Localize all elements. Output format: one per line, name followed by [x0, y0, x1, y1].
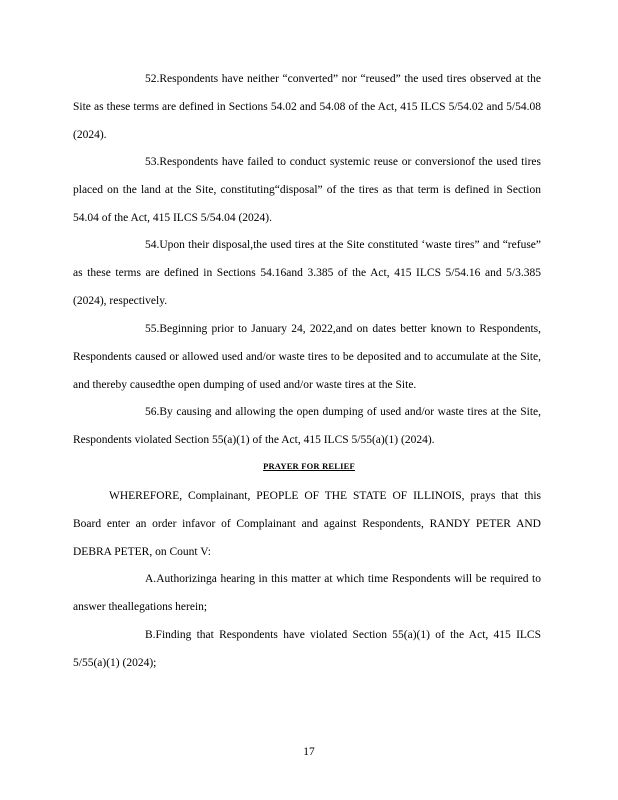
wherefore-paragraph: WHEREFORE, Complainant, PEOPLE OF THE STATE OF ILLINOIS, prays that this Board enter an order infavor of Complainant and against Respondents, RANDY PETER AND DEBRA PETER, on Count V: — [73, 490, 541, 558]
paragraph-text: Respondents have neither “converted” nor “reused” the used tires observed at the Site as these terms are defined in Sections 54.02 and 54.08 of the Act, 415 ILCS 5/54.02 and 5/54.08 (2024). — [73, 73, 541, 141]
section-heading: PRAYER FOR RELIEF — [263, 461, 355, 471]
relief-item-a — [73, 565, 541, 621]
paragraph-54 — [73, 231, 541, 315]
paragraph-text: By causing and allowing the open dumping of used and/or waste tires at the Site, Respondents violated Section 55(a)(1) of the Act, 415 ILCS 5/55(a)(1) (2024). — [73, 406, 541, 446]
item-letter: A. — [145, 573, 157, 585]
paragraph-55 — [73, 315, 541, 399]
paragraph-number: 54. — [145, 239, 160, 251]
page-number: 17 — [303, 746, 315, 758]
paragraph-56 — [73, 398, 541, 454]
paragraph-number: 56. — [145, 406, 160, 418]
paragraph-52 — [73, 65, 541, 149]
paragraph-number: 53. — [145, 156, 160, 168]
item-letter: B. — [145, 629, 156, 641]
paragraph-text: Beginning prior to January 24, 2022,and on dates better known to Respondents, Respondents caused or allowed used and/or waste tires to be deposited and to accumulate at the Site, and thereby causedthe open dumping of used and/or waste tires at the Site. — [73, 323, 541, 391]
paragraph-53 — [73, 148, 541, 232]
paragraph-number: 55. — [145, 323, 160, 335]
item-text: Finding that Respondents have violated Section 55(a)(1) of the Act, 415 ILCS 5/55(a)(1) (2024); — [73, 629, 541, 669]
item-text: Authorizinga hearing in this matter at which time Respondents will be required to answer theallegations herein; — [73, 573, 541, 613]
paragraph-text: Upon their disposal,the used tires at the Site constituted ‘waste tires” and “refuse” as these terms are defined in Sections 54.16and 3.385 of the Act, 415 ILCS 5/54.16 and 5/3.385 (2024), respectively. — [73, 239, 541, 307]
paragraph-number: 52. — [145, 73, 160, 85]
relief-item-b — [73, 621, 541, 677]
paragraph-text: Respondents have failed to conduct systemic reuse or conversionof the used tires placed on the land at the Site, constituting“disposal” of the tires as that term is defined in Section 54.04 of the Act, 415 ILCS 5/54.04 (2024). — [73, 156, 541, 224]
